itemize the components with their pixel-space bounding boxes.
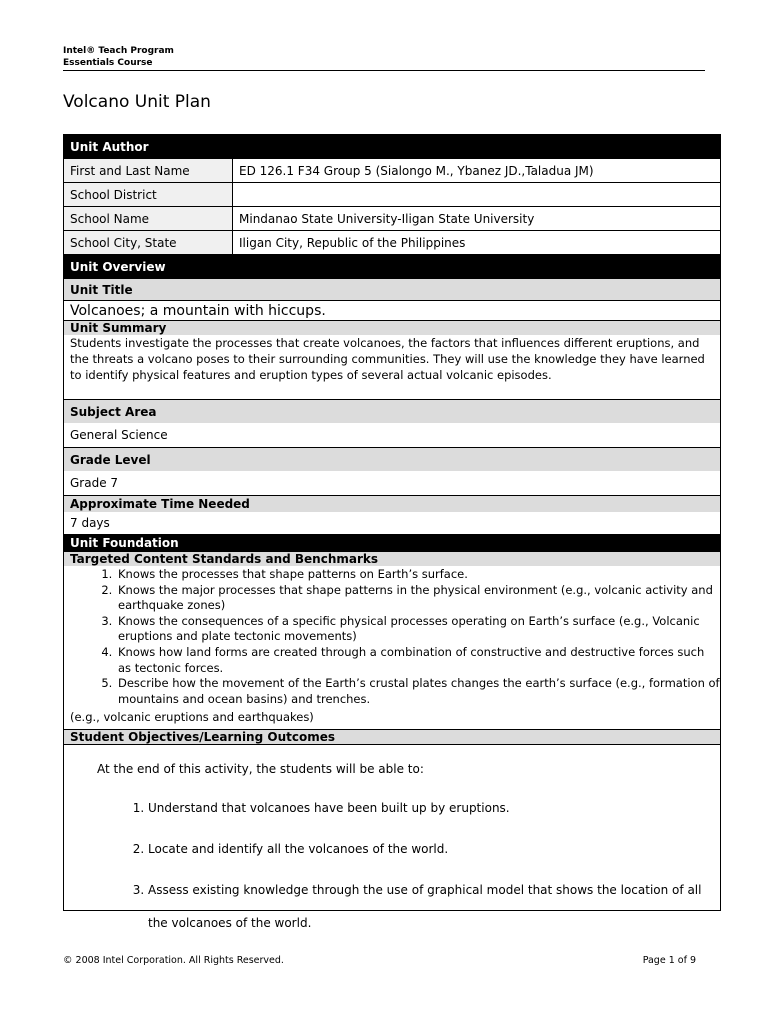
objectives-content <box>64 744 720 930</box>
list-item <box>148 833 714 858</box>
list-item: 1. Knows the processes that shape patterns on Earth’s surface. <box>116 567 720 583</box>
value-text: General Science <box>70 428 168 442</box>
unit-overview-header <box>64 254 720 278</box>
author-row-city <box>64 230 720 254</box>
label-text: Unit Summary <box>70 321 167 335</box>
subject-area-value <box>64 423 720 447</box>
list-item: 2. Knows the major processes that shape patterns in the physical environment (e.g., volcanic activity and earthquake zones) <box>116 583 720 614</box>
time-needed-label <box>64 495 720 512</box>
standards-label <box>64 551 720 566</box>
standards-content <box>64 566 720 729</box>
unit-summary-label <box>64 320 720 335</box>
label-text: Subject Area <box>70 404 157 419</box>
grade-level-value <box>64 471 720 495</box>
list-item: 4. Knows how land forms are created through a combination of constructive and destructive forces such as tectonic forces. <box>116 645 720 676</box>
subject-area-label <box>64 399 720 423</box>
program-name: Intel® Teach Program <box>63 46 174 56</box>
objectives-intro: At the end of this activity, the students will be able to: <box>97 762 424 776</box>
list-item <box>148 792 714 817</box>
value-text: Grade 7 <box>70 476 119 490</box>
field-label: First and Last Name <box>64 159 233 182</box>
unit-summary-value <box>64 335 720 399</box>
field-value: ED 126.1 F34 Group 5 (Sialongo M., Ybanez JD.,Taladua JM) <box>239 163 594 178</box>
field-value: Mindanao State University-Iligan State University <box>239 211 535 226</box>
unit-title-value <box>64 300 720 320</box>
author-row-school <box>64 206 720 230</box>
item-text: 2. Locate and identify all the volcanoes of the world. <box>148 842 449 856</box>
label-text: Unit Title <box>70 282 133 297</box>
footer-page-number: Page 1 of 9 <box>642 955 696 966</box>
list-item: 5. Describe how the movement of the Earth’s crustal plates changes the earth’s surface (e.g., formation of mountains and ocean basins) and trenches. <box>116 676 720 707</box>
course-name: Essentials Course <box>63 58 153 68</box>
time-needed-value <box>64 512 720 534</box>
label-text: Grade Level <box>70 452 151 467</box>
grade-level-label <box>64 447 720 471</box>
value-text: 7 days <box>70 516 110 530</box>
value-text: Volcanoes; a mountain with hiccups. <box>70 302 326 319</box>
document-title: Volcano Unit Plan <box>63 92 211 112</box>
field-label: School District <box>64 183 233 206</box>
label-text: Targeted Content Standards and Benchmarks <box>70 552 379 566</box>
list-item <box>148 874 714 940</box>
item-text: 1. Understand that volcanoes have been built up by eruptions. <box>148 801 510 815</box>
summary-text: Students investigate the processes that create volcanoes, the factors that influences different eruptions, and the threats a volcano poses to their surrounding communities. They will use the knowledge they have learned to identify physical features and eruption types of several actual volcanic episodes. <box>70 336 705 382</box>
unit-author-title: Unit Author <box>70 139 149 154</box>
author-row-district <box>64 182 720 206</box>
list-item: 3. Knows the consequences of a specific physical processes operating on Earth’s surface (e.g., Volcanic eruptions and plate tectonic movements) <box>116 614 720 645</box>
unit-author-header <box>64 135 720 158</box>
item-text: 3. Assess existing knowledge through the use of graphical model that shows the location of all the volcanoes of the world. <box>148 883 702 930</box>
field-label: School City, State <box>64 231 233 254</box>
unit-foundation-title: Unit Foundation <box>70 536 179 550</box>
author-row-name <box>64 158 720 182</box>
objectives-list <box>70 792 714 940</box>
unit-plan-table <box>63 134 721 930</box>
footer-copyright: © 2008 Intel Corporation. All Rights Reserved. <box>63 955 284 966</box>
standards-note: (e.g., volcanic eruptions and earthquakes) <box>70 710 314 725</box>
field-value: Iligan City, Republic of the Philippines <box>239 235 466 250</box>
unit-overview-title: Unit Overview <box>70 259 166 274</box>
field-label: School Name <box>64 207 233 230</box>
page-header <box>63 45 705 71</box>
unit-title-label <box>64 278 720 300</box>
unit-foundation-header <box>64 534 720 551</box>
objectives-label <box>64 729 720 744</box>
label-text: Approximate Time Needed <box>70 497 250 511</box>
label-text: Student Objectives/Learning Outcomes <box>70 730 335 744</box>
field-value <box>233 183 720 206</box>
standards-list <box>64 567 720 707</box>
